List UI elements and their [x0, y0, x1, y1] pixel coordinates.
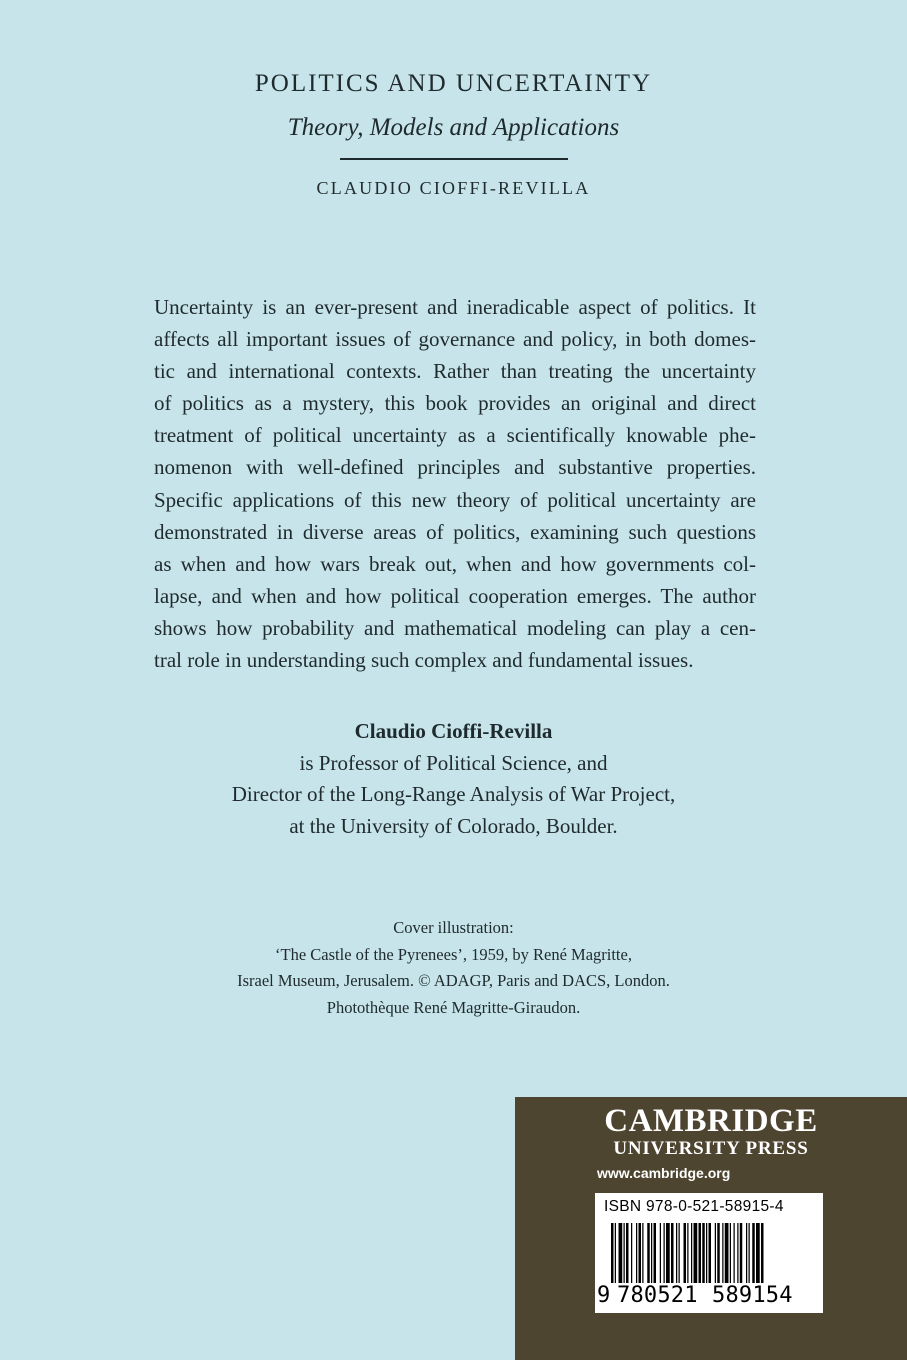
barcode-box	[595, 1193, 823, 1313]
description-line: tic and international contexts. Rather than treating the uncertainty	[154, 359, 756, 384]
publisher-url: www.cambridge.org	[597, 1165, 731, 1181]
barcode-bar	[746, 1223, 747, 1283]
barcode-bar	[730, 1223, 731, 1283]
barcode-bar	[722, 1223, 723, 1283]
description-line: as when and how wars break out, when and how governments col-	[154, 551, 756, 576]
barcode-bar	[702, 1223, 705, 1283]
barcode-bar	[687, 1223, 688, 1283]
barcode-bar	[639, 1223, 642, 1283]
cover-credit	[0, 915, 907, 1021]
barcode-digit-group2: 589154	[712, 1283, 793, 1308]
barcode-bar	[642, 1223, 643, 1283]
description-line: tral role in understanding such complex and fundamental issues.	[154, 648, 694, 673]
bio-line: at the University of Colorado, Boulder.	[289, 813, 618, 838]
book-subtitle: Theory, Models and Applications	[287, 114, 620, 141]
description-line: affects all important issues of governance and policy, in both domes-	[154, 327, 756, 352]
credit-line: Israel Museum, Jerusalem. © ADAGP, Paris and DACS, London.	[237, 971, 670, 990]
description-line: treatment of political uncertainty as a scientifically knowable phe-	[154, 423, 756, 448]
barcode-bar	[611, 1223, 614, 1283]
barcode-bar	[717, 1223, 720, 1283]
bio-line: Director of the Long-Range Analysis of War Project,	[231, 782, 676, 806]
barcode-bar	[676, 1223, 677, 1283]
isbn-label: ISBN 978-0-521-58915-4	[604, 1198, 784, 1215]
credit-line: Photothèque René Magritte-Giraudon.	[326, 997, 581, 1017]
credit-line: Cover illustration:	[393, 918, 514, 937]
publisher-panel	[515, 1097, 907, 1360]
barcode-bar	[651, 1223, 652, 1283]
barcode-bar	[725, 1223, 729, 1283]
barcode-bar	[619, 1223, 623, 1283]
barcode-bar	[626, 1223, 629, 1283]
barcode-bar	[740, 1223, 743, 1283]
barcode-bar	[631, 1223, 632, 1283]
author-name: CLAUDIO CIOFFI-REVILLA	[316, 178, 591, 198]
description-line: nomenon with well-defined principles and substantive properties.	[154, 455, 756, 480]
barcode-bar	[691, 1223, 692, 1283]
barcode-bar	[660, 1223, 661, 1283]
barcode-bar	[737, 1223, 738, 1283]
barcode-digit-group1: 780521	[617, 1283, 698, 1308]
barcode-icon	[611, 1223, 815, 1283]
author-bio	[0, 716, 907, 842]
barcode-bar	[624, 1223, 625, 1283]
bio-author-name: Claudio Cioffi-Revilla	[354, 719, 553, 743]
barcode-bar	[654, 1223, 657, 1283]
barcode-bar	[752, 1223, 755, 1283]
publisher-logo-sub: UNIVERSITY PRESS	[613, 1138, 809, 1159]
barcode-bar	[715, 1223, 716, 1283]
description-line: shows how probability and mathematical modeling can play a cen-	[154, 615, 756, 640]
barcode-digit-first: 9	[597, 1283, 611, 1308]
book-description	[154, 291, 756, 676]
barcode-bar	[709, 1223, 712, 1283]
barcode-bar	[615, 1223, 616, 1283]
barcode-bar	[699, 1223, 702, 1283]
barcode-bar	[666, 1223, 670, 1283]
barcode-bar	[756, 1223, 760, 1283]
barcode-bar	[734, 1223, 735, 1283]
barcode-bar	[761, 1223, 764, 1283]
description-line: of politics as a mystery, this book provides an original and direct	[154, 391, 756, 416]
barcode-bar	[684, 1223, 687, 1283]
barcode-bar	[636, 1223, 637, 1283]
barcode-bar	[749, 1223, 750, 1283]
barcode-bar	[679, 1223, 680, 1283]
barcode-bar	[647, 1223, 650, 1283]
publisher-logo-name: CAMBRIDGE	[604, 1103, 818, 1139]
description-line: Specific applications of this new theory of political uncertainty are	[154, 487, 756, 512]
barcode-bar	[694, 1223, 698, 1283]
barcode-bar	[664, 1223, 665, 1283]
description-line: Uncertainty is an ever-present and ineradicable aspect of politics. It	[154, 295, 756, 319]
credit-line: ‘The Castle of the Pyrenees’, 1959, by René Magritte,	[275, 944, 632, 964]
description-line: lapse, and when and how political cooperation emerges. The author	[154, 583, 756, 608]
bio-line: is Professor of Political Science, and	[299, 750, 608, 775]
description-line: demonstrated in diverse areas of politics, examining such questions	[154, 519, 756, 544]
barcode-bar	[706, 1223, 707, 1283]
book-title: POLITICS AND UNCERTAINTY	[254, 70, 653, 97]
title-divider	[340, 158, 568, 160]
barcode-bar	[671, 1223, 674, 1283]
